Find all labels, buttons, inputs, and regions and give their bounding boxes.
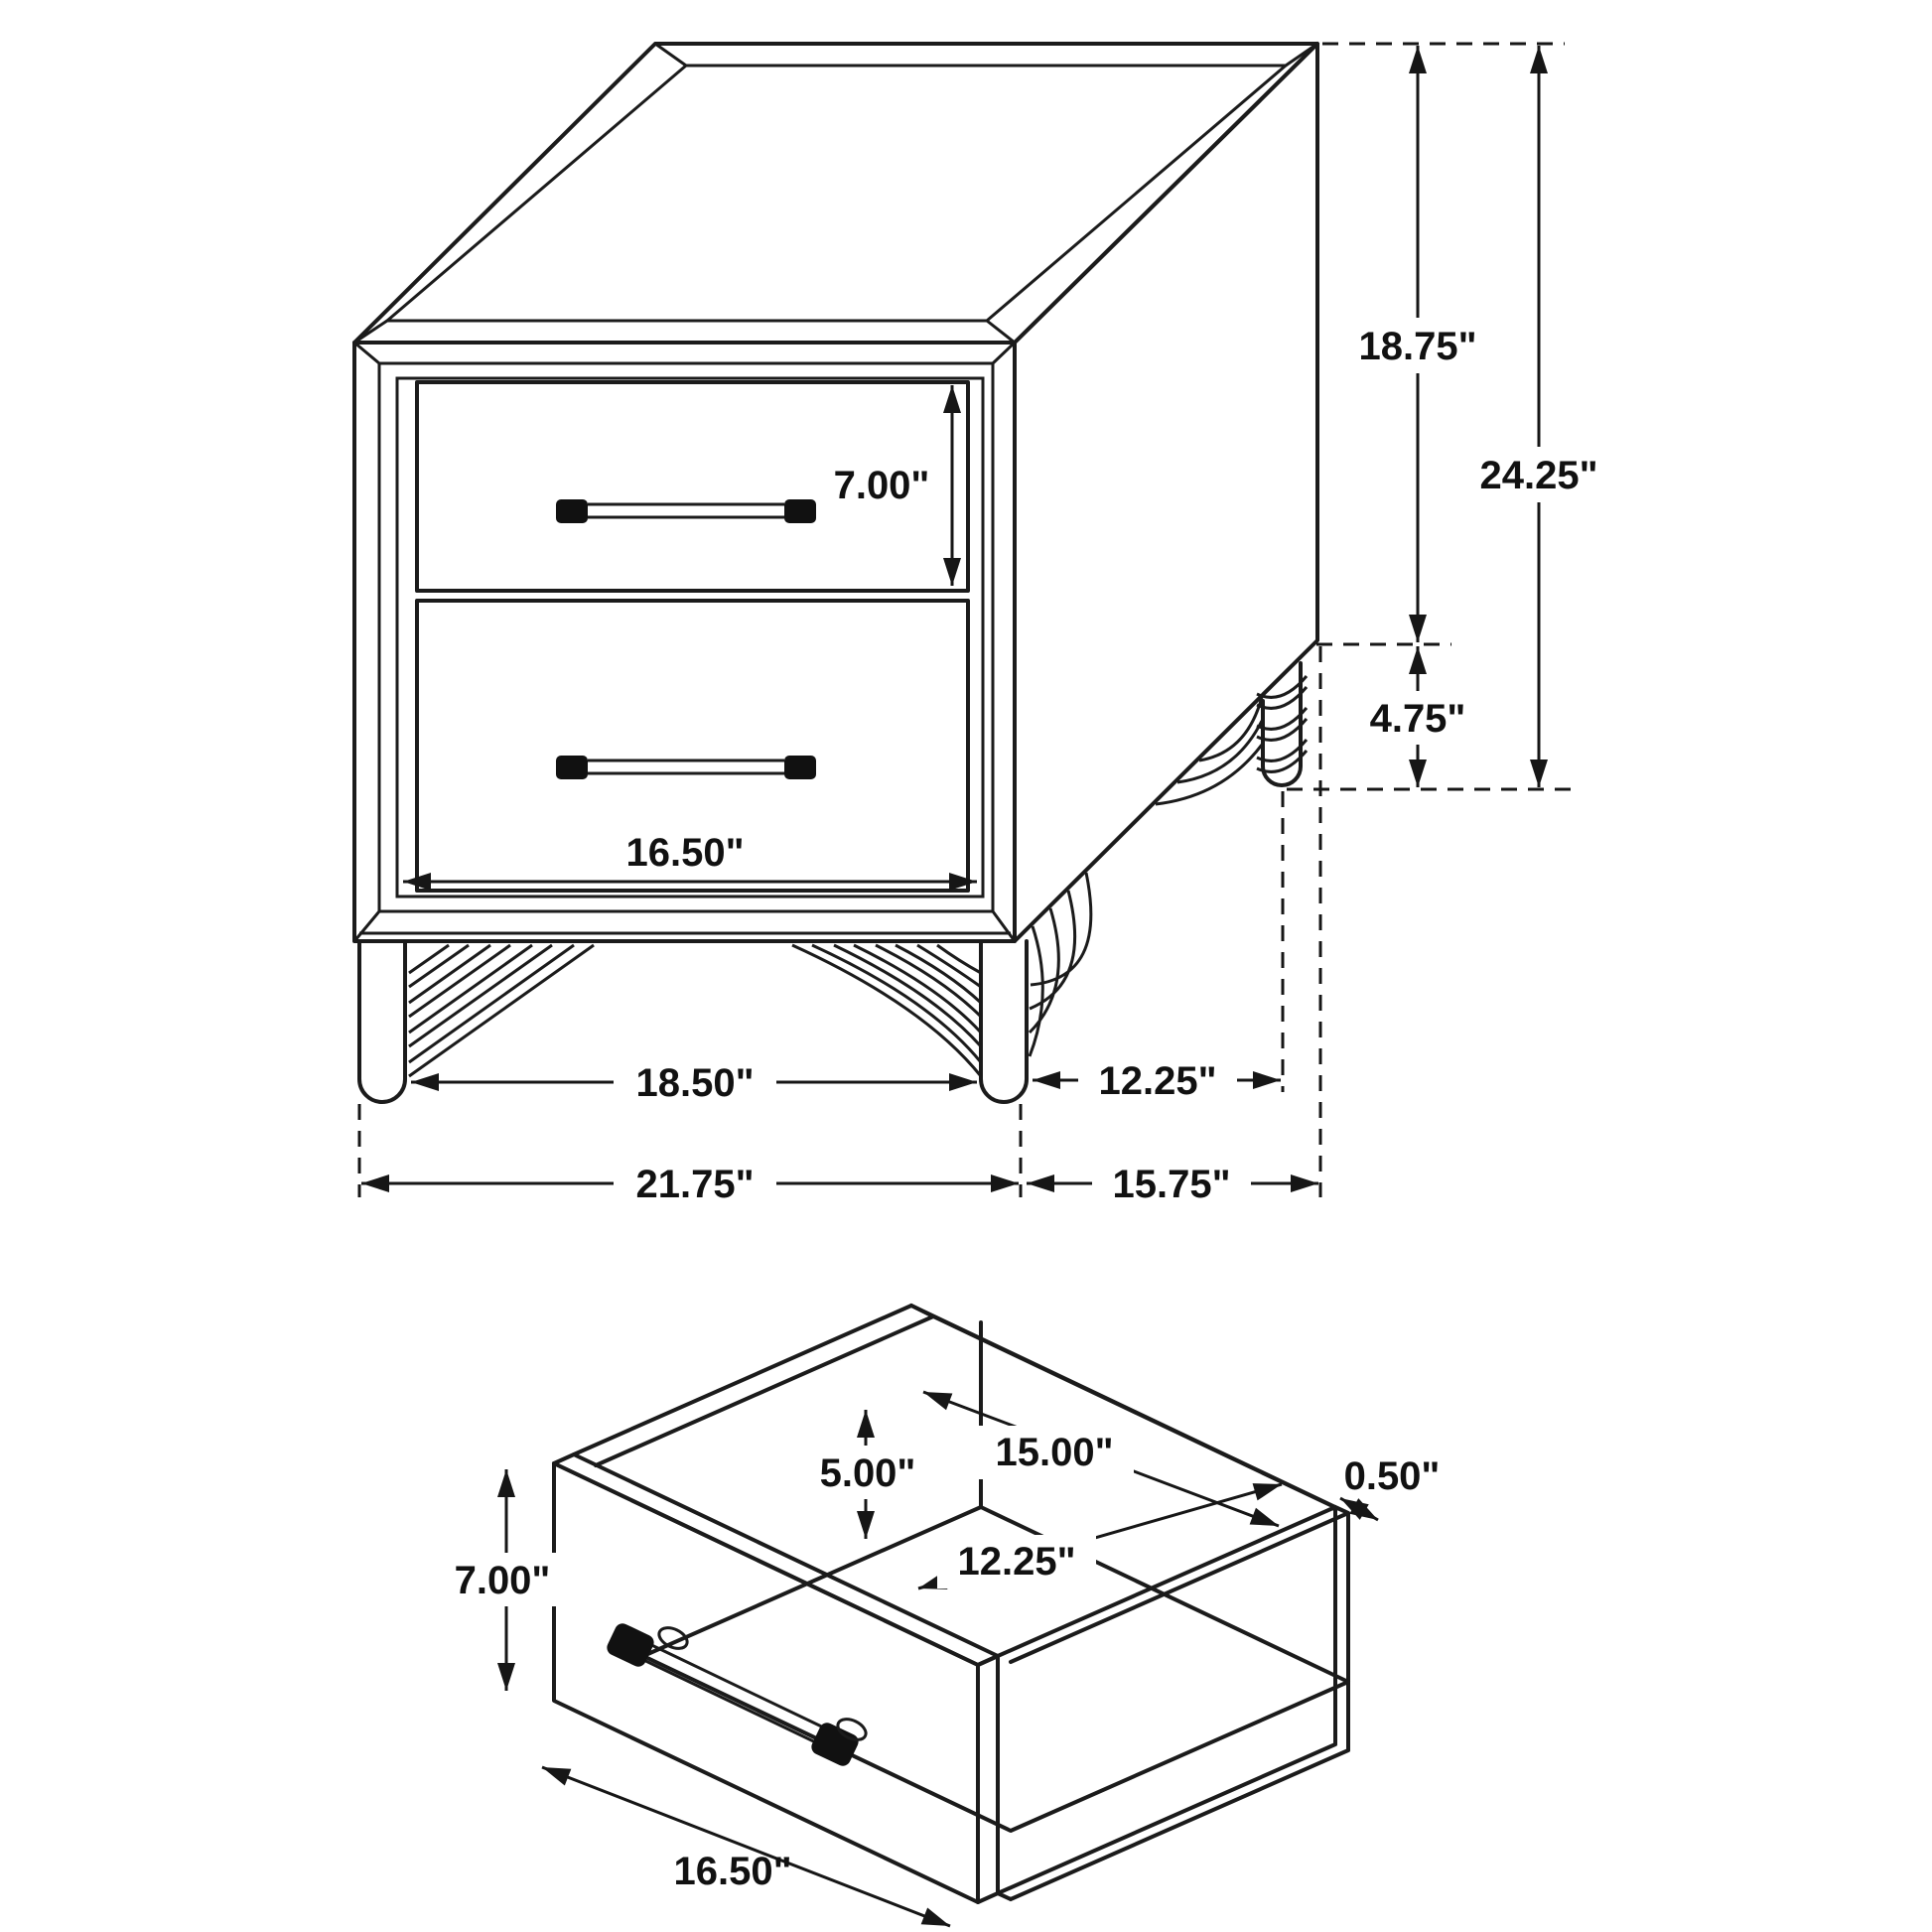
nightstand-dimensions bbox=[359, 44, 1612, 1211]
dim-label-front-leg-span: 18.50" bbox=[635, 1061, 755, 1105]
nightstand-side-face bbox=[1015, 44, 1317, 941]
dim-label-case-height: 18.75" bbox=[1358, 325, 1477, 368]
dim-line-panel-thickness bbox=[1340, 1498, 1378, 1520]
top-drawer-handle bbox=[556, 499, 816, 523]
handle-bar bbox=[588, 504, 784, 517]
front-right-leg-braces-left bbox=[792, 945, 981, 1076]
dim-label-leg-height: 4.75" bbox=[1369, 697, 1466, 741]
drawer-front-panel bbox=[554, 1463, 978, 1902]
nightstand-top-face bbox=[354, 44, 1317, 343]
drawer-front-panel-end bbox=[978, 1656, 998, 1902]
front-right-leg-braces-right bbox=[1030, 873, 1091, 1056]
drawer-isometric bbox=[554, 1306, 1348, 1902]
back-right-leg bbox=[1263, 663, 1301, 785]
front-left-leg bbox=[359, 941, 405, 1102]
dim-label-inner-depth: 12.25" bbox=[957, 1540, 1076, 1584]
dim-label-inner-length: 15.00" bbox=[995, 1431, 1114, 1474]
drawer-dimensions bbox=[437, 1392, 1440, 1926]
handle-left-cap bbox=[556, 499, 588, 523]
drawer-left-wall-top bbox=[574, 1306, 933, 1465]
nightstand-top-face-bevel bbox=[387, 66, 1286, 321]
front-right-leg bbox=[981, 941, 1027, 1102]
dim-label-overall-width: 21.75" bbox=[635, 1163, 755, 1206]
dim-label-overall-height: 24.25" bbox=[1479, 454, 1598, 497]
handle-bar bbox=[588, 760, 784, 773]
front-left-leg-braces bbox=[409, 945, 594, 1076]
drawer-handle bbox=[605, 1621, 870, 1769]
dim-label-overall-depth: 15.75" bbox=[1112, 1163, 1231, 1206]
nightstand-isometric bbox=[354, 44, 1317, 1102]
dim-label-front-width: 16.50" bbox=[673, 1850, 792, 1893]
handle-right-cap bbox=[809, 1721, 862, 1769]
drawer-opening bbox=[397, 378, 983, 897]
handle-right-cap bbox=[784, 499, 816, 523]
dim-label-inner-height: 5.00" bbox=[819, 1451, 916, 1495]
handle-left-cap bbox=[556, 756, 588, 779]
dim-label-front-height: 7.00" bbox=[454, 1559, 551, 1602]
bottom-drawer-handle bbox=[556, 756, 816, 779]
front-frame-bevel bbox=[379, 363, 993, 911]
dim-label-drawer-face-height: 7.00" bbox=[833, 464, 930, 507]
handle-right-cap bbox=[784, 756, 816, 779]
top-face-mitres bbox=[354, 44, 1317, 343]
dim-label-panel-thickness: 0.50" bbox=[1343, 1454, 1441, 1498]
dim-label-side-leg-span: 12.25" bbox=[1098, 1059, 1217, 1103]
dim-label-drawer-width: 16.50" bbox=[625, 831, 745, 875]
